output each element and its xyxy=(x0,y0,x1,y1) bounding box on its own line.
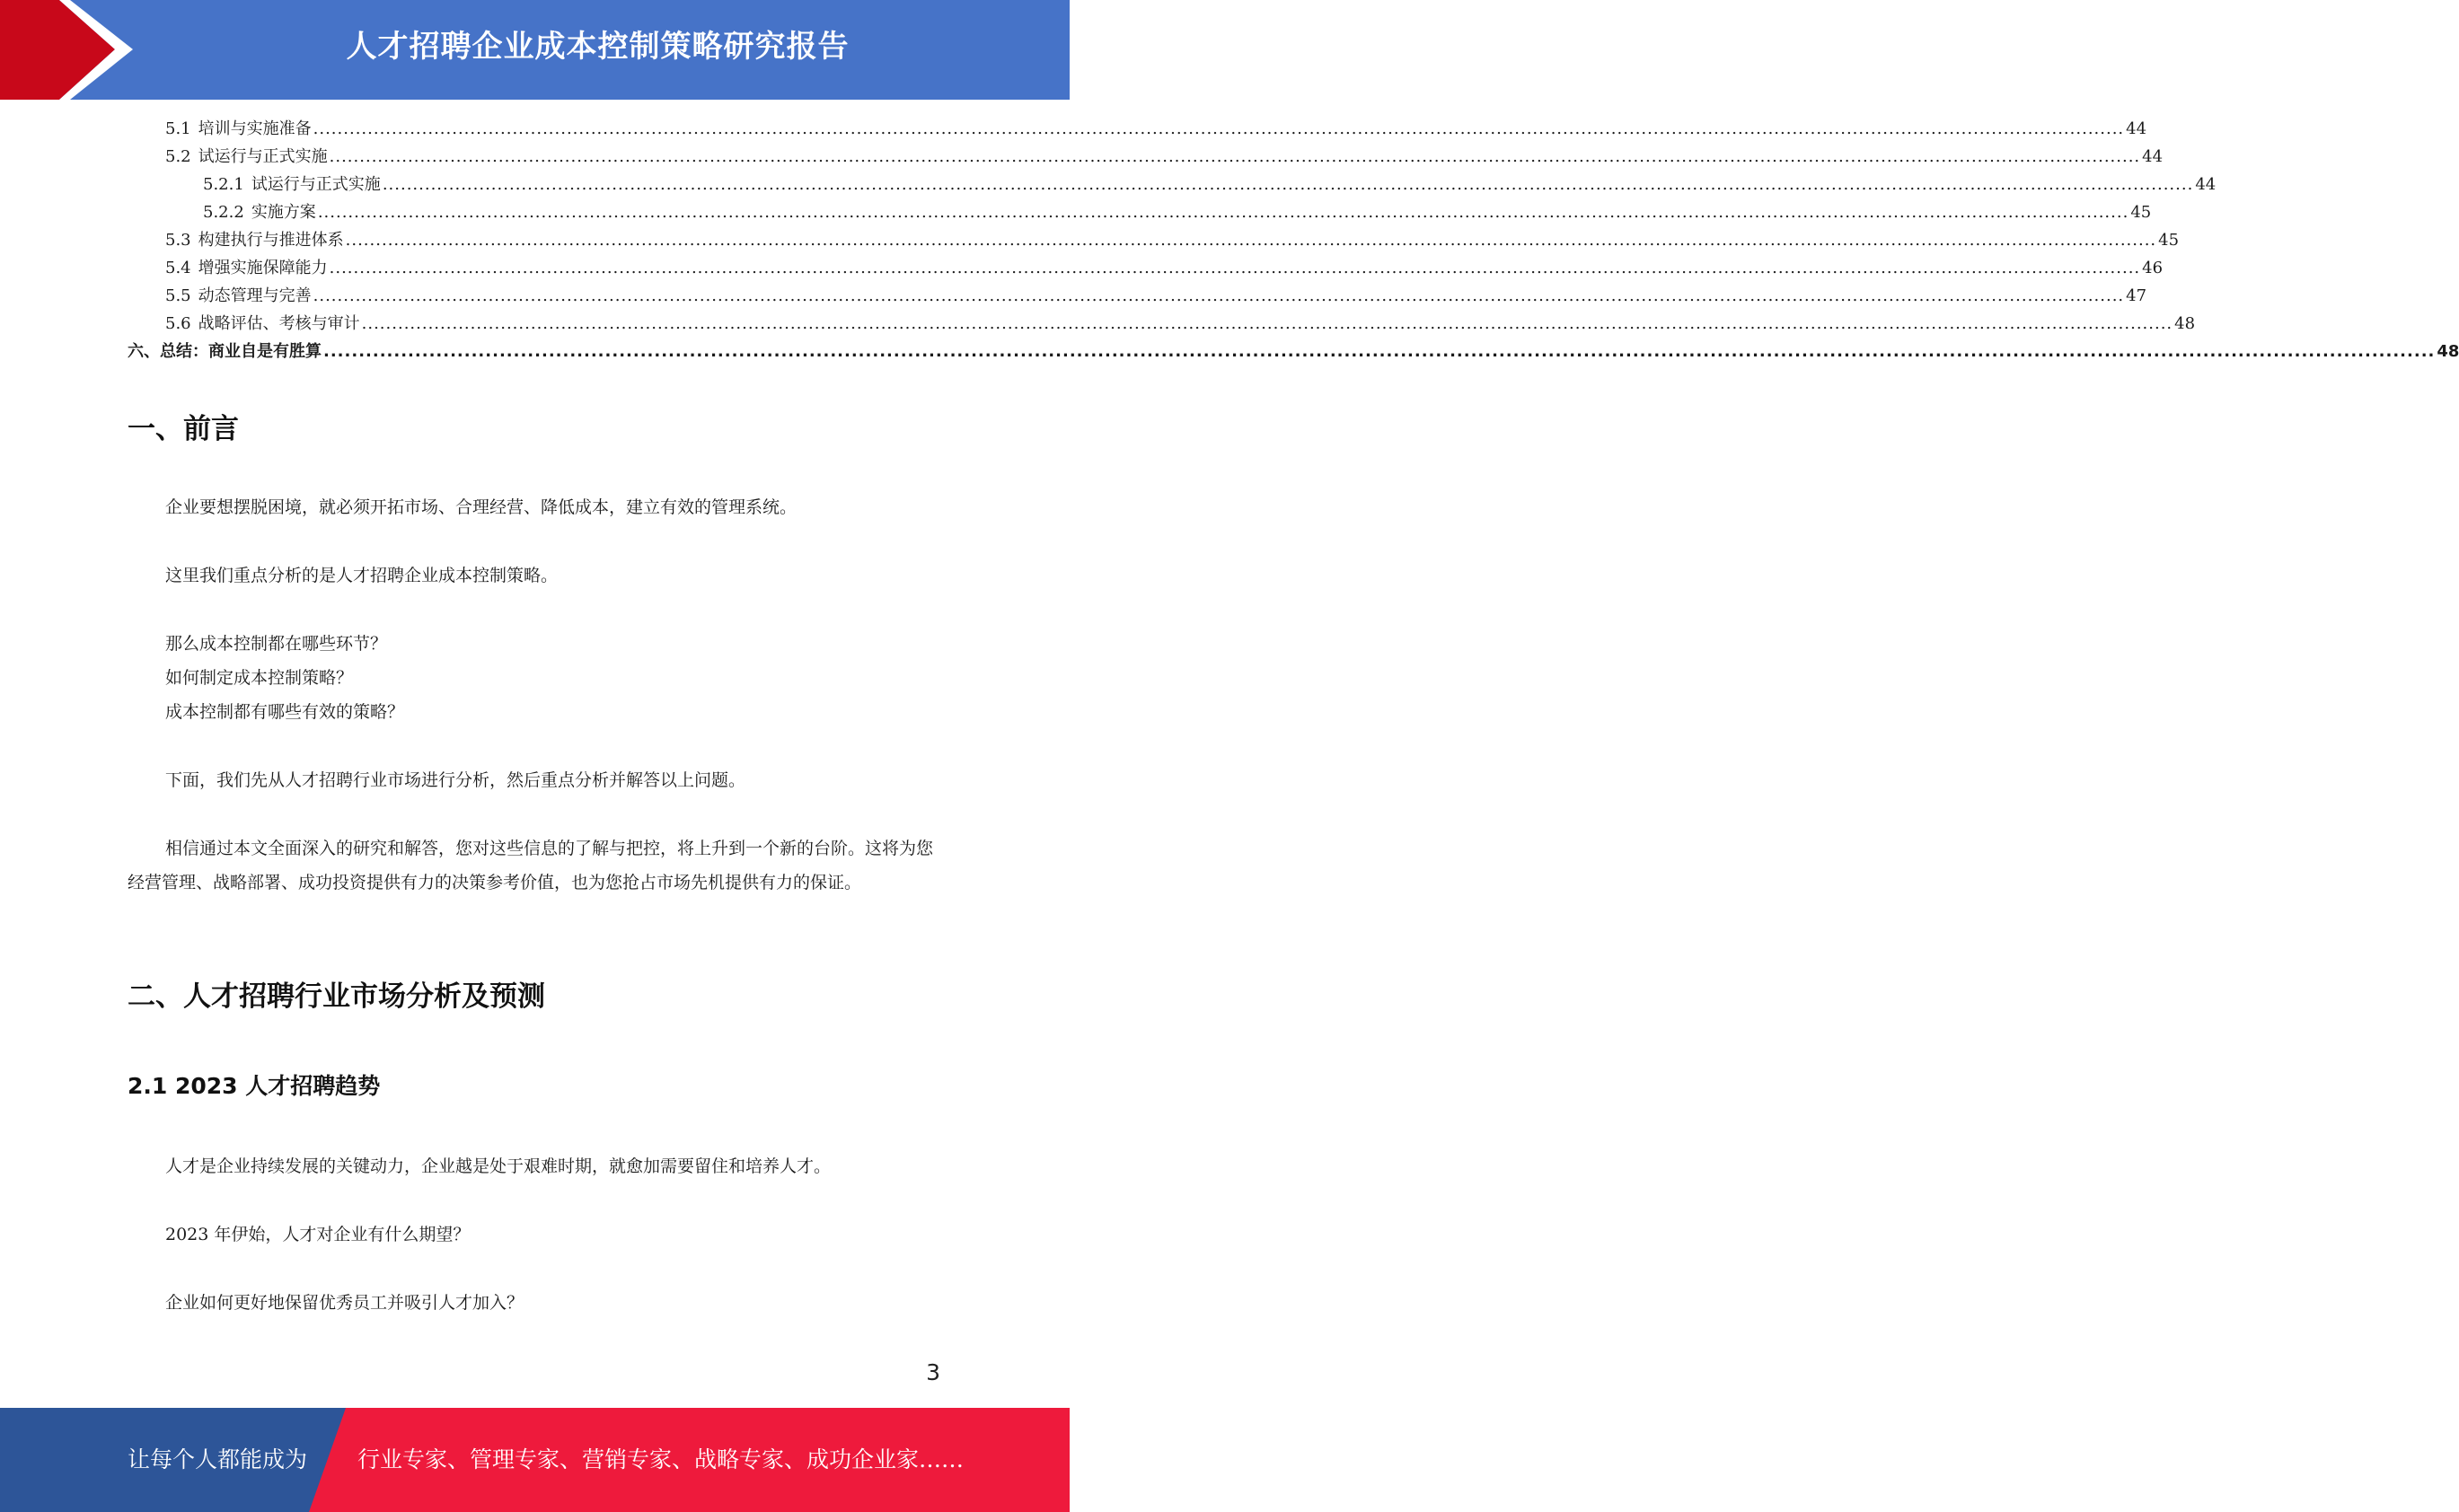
section-heading-foreword: 一、前言 xyxy=(128,413,239,445)
toc-entry-number: 5.3 xyxy=(165,231,191,250)
toc-entry-number: 5.2 xyxy=(165,147,191,166)
toc-entry[interactable] xyxy=(128,310,2196,338)
toc-entry-page: 46 xyxy=(2142,259,2164,277)
toc-entry-number: 5.2.2 xyxy=(203,203,244,222)
toc-entry-page: 44 xyxy=(2142,147,2164,166)
toc-entry-page: 44 xyxy=(2126,119,2147,138)
toc-entry[interactable] xyxy=(128,254,2164,282)
section-heading-market-analysis: 二、人才招聘行业市场分析及预测 xyxy=(128,980,545,1013)
paragraph: 下面，我们先从人才招聘行业市场进行分析，然后重点分析并解答以上问题。 xyxy=(165,770,746,790)
toc-entry[interactable] xyxy=(128,143,2164,171)
document-title: 人才招聘企业成本控制策略研究报告 xyxy=(346,29,850,65)
toc-entry-title: 实施方案 xyxy=(251,203,316,222)
toc-entry[interactable] xyxy=(128,171,2217,198)
table-of-contents xyxy=(128,115,2459,365)
toc-dot-leader: ............................................................................................................................................................................................................................................................................................................ xyxy=(329,147,2141,166)
toc-dot-leader: ............................................................................................................................................................................................................................................................................................................ xyxy=(317,203,2129,222)
toc-dot-leader: ............................................................................................................................................................................................................................................................................................................ xyxy=(329,259,2141,277)
question-line: 如何制定成本控制策略？ xyxy=(165,668,354,688)
toc-entry-page: 45 xyxy=(2130,203,2152,222)
toc-entry-title: 试运行与正式实施 xyxy=(251,175,381,194)
paragraph: 企业要想摆脱困境，就必须开拓市场、合理经营、降低成本，建立有效的管理系统。 xyxy=(165,497,798,517)
toc-dot-leader: ............................................................................................................................................................................................................................................................................................................ xyxy=(313,119,2125,138)
toc-entry[interactable] xyxy=(128,282,2147,310)
toc-dot-leader: ............................................................................................................................................................................................................................................................................................................ xyxy=(345,231,2157,250)
toc-entry-number: 5.6 xyxy=(165,314,191,333)
paragraph: 2023 年伊始，人才对企业有什么期望？ xyxy=(165,1225,471,1244)
paragraph: 这里我们重点分析的是人才招聘企业成本控制策略。 xyxy=(165,566,559,585)
toc-entry-page: 45 xyxy=(2158,231,2180,250)
page-header xyxy=(0,0,1070,100)
subsection-heading-trends: 2.1 2023 人才招聘趋势 xyxy=(128,1073,381,1099)
toc-entry-number: 5.5 xyxy=(165,286,191,305)
toc-entry-title: 构建执行与推进体系 xyxy=(198,231,344,250)
toc-entry-page: 48 xyxy=(2437,342,2459,361)
toc-dot-leader: ............................................................................................................................................................................................................................................................................................................ xyxy=(323,342,2436,361)
question-line: 成本控制都有哪些有效的策略？ xyxy=(165,702,405,722)
footer-slogan-right: 行业专家、管理专家、营销专家、战略专家、成功企业家…… xyxy=(357,1446,965,1472)
toc-entry-page: 48 xyxy=(2174,314,2196,333)
page-footer xyxy=(0,1408,1070,1512)
toc-entry[interactable] xyxy=(128,115,2147,143)
toc-entry[interactable] xyxy=(128,198,2152,226)
toc-entry-page: 47 xyxy=(2126,286,2147,305)
toc-entry-number: 5.1 xyxy=(165,119,191,138)
toc-entry-number: 5.2.1 xyxy=(203,175,244,194)
toc-dot-leader: ............................................................................................................................................................................................................................................................................................................ xyxy=(361,314,2173,333)
toc-entry-title: 六、总结：商业自是有胜算 xyxy=(128,342,322,361)
header-red-arrow-decoration xyxy=(0,0,135,100)
toc-dot-leader: ............................................................................................................................................................................................................................................................................................................ xyxy=(382,175,2194,194)
toc-entry-title: 培训与实施准备 xyxy=(198,119,312,138)
page-number: 3 xyxy=(926,1359,940,1385)
footer-slogan-left: 让每个人都能成为 xyxy=(128,1446,308,1472)
question-line: 那么成本控制都在哪些环节？ xyxy=(165,634,388,654)
paragraph: 人才是企业持续发展的关键动力，企业越是处于艰难时期，就愈加需要留住和培养人才。 xyxy=(165,1156,832,1176)
paragraph: 企业如何更好地保留优秀员工并吸引人才加入？ xyxy=(165,1293,524,1313)
paragraph: 相信通过本文全面深入的研究和解答，您对这些信息的了解与把控，将上升到一个新的台阶。这将为您经营管理、战略部署、成功投资提供有力的决策参考价值，也为您抢占市场先机提供有力的保证。 xyxy=(128,839,934,892)
toc-entry-number: 5.4 xyxy=(165,259,191,277)
toc-entry-title: 战略评估、考核与审计 xyxy=(198,314,360,333)
toc-entry[interactable] xyxy=(128,338,2459,365)
toc-entry-title: 试运行与正式实施 xyxy=(198,147,328,166)
toc-dot-leader: ............................................................................................................................................................................................................................................................................................................ xyxy=(313,286,2125,305)
toc-entry-title: 动态管理与完善 xyxy=(198,286,312,305)
toc-entry-page: 44 xyxy=(2195,175,2217,194)
toc-entry[interactable] xyxy=(128,226,2180,254)
toc-entry-title: 增强实施保障能力 xyxy=(198,259,328,277)
